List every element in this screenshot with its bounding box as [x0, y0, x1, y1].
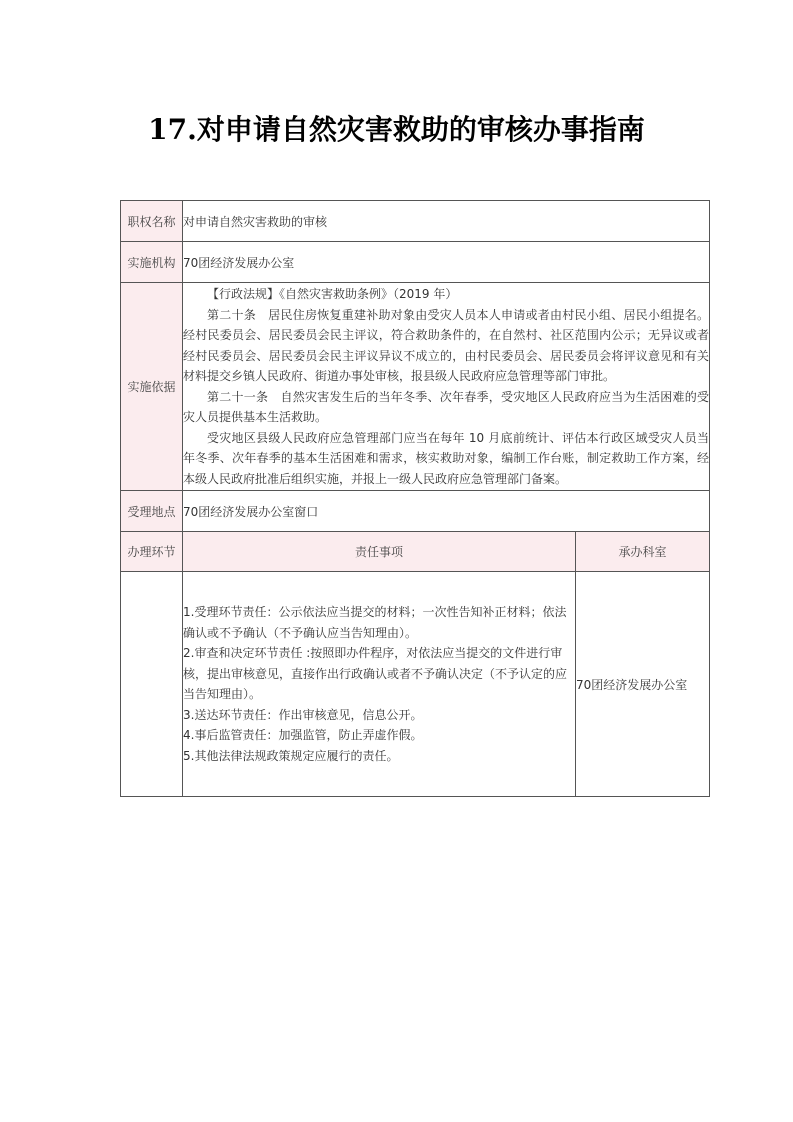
- basis-content: [183, 283, 710, 491]
- duty-item: 5.其他法律法规政策规定应履行的责任。: [183, 748, 399, 763]
- dept-value: 70团经济发展办公室: [576, 572, 710, 797]
- agency-label: 实施机构: [121, 242, 183, 283]
- basis-label: 实施依据: [121, 283, 183, 491]
- basis-paragraph: 受灾地区县级人民政府应急管理部门应当在每年 10 月底前统计、评估本行政区域受灾人员当年冬季、次年春季的基本生活困难和需求，核实救助对象，编制工作台账，制定救助工作方案，经本级人民政府批准后组织实施，并报上一级人民政府应急管理部门备案。: [183, 430, 710, 486]
- basis-paragraph: 第二十条 居民住房恢复重建补助对象由受灾人员本人申请或者由村民小组、居民小组提名。经村民委员会、居民委员会民主评议，符合救助条件的，在自然村、社区范围内公示；无异议或者经村民委员会、居民委员会民主评议异议不成立的，由村民委员会、居民委员会将评议意见和有关材料提交乡镇人民政府、街道办事处审核，报县级人民政府应急管理等部门审批。: [183, 307, 710, 383]
- row-process-body: [121, 572, 710, 797]
- row-agency: [121, 242, 710, 283]
- duty-item: 2.审查和决定环节责任 :按照即办件程序，对依法应当提交的文件进行审核，提出审核意见，直接作出行政确认或者不予确认决定（不予认定的应当告知理由）。: [183, 646, 568, 701]
- agency-value: 70团经济发展办公室: [183, 242, 710, 283]
- duty-item: 3.送达环节责任：作出审核意见，信息公开。: [183, 707, 423, 722]
- row-basis: [121, 283, 710, 491]
- basis-paragraph: 第二十一条 自然灾害发生后的当年冬季、次年春季，受灾地区人民政府应当为生活困难的受灾人员提供基本生活救助。: [183, 389, 710, 424]
- power-name-value: 对申请自然灾害救助的审核: [183, 201, 710, 242]
- process-label: 办理环节: [121, 532, 183, 572]
- row-power-name: [121, 201, 710, 242]
- power-name-label: 职权名称: [121, 201, 183, 242]
- duty-item: 4.事后监管责任：加强监管，防止弄虚作假。: [183, 728, 423, 742]
- guide-table: [120, 200, 710, 797]
- location-label: 受理地点: [121, 491, 183, 532]
- dept-header: 承办科室: [576, 532, 710, 572]
- page-title: 17.对申请自然灾害救助的审核办事指南: [148, 113, 645, 146]
- process-empty-cell: [121, 572, 183, 797]
- location-value: 70团经济发展办公室窗口: [183, 491, 710, 532]
- duties-content: [183, 572, 576, 797]
- row-process-header: [121, 532, 710, 572]
- basis-paragraph: 【行政法规】《自然灾害救助条例》（2019 年）: [207, 287, 458, 301]
- duty-item: 1.受理环节责任：公示依法应当提交的材料；一次性告知补正材料；依法确认或不予确认（不予确认应当告知理由）。: [183, 605, 567, 640]
- duty-header: 责任事项: [183, 532, 576, 572]
- row-location: [121, 491, 710, 532]
